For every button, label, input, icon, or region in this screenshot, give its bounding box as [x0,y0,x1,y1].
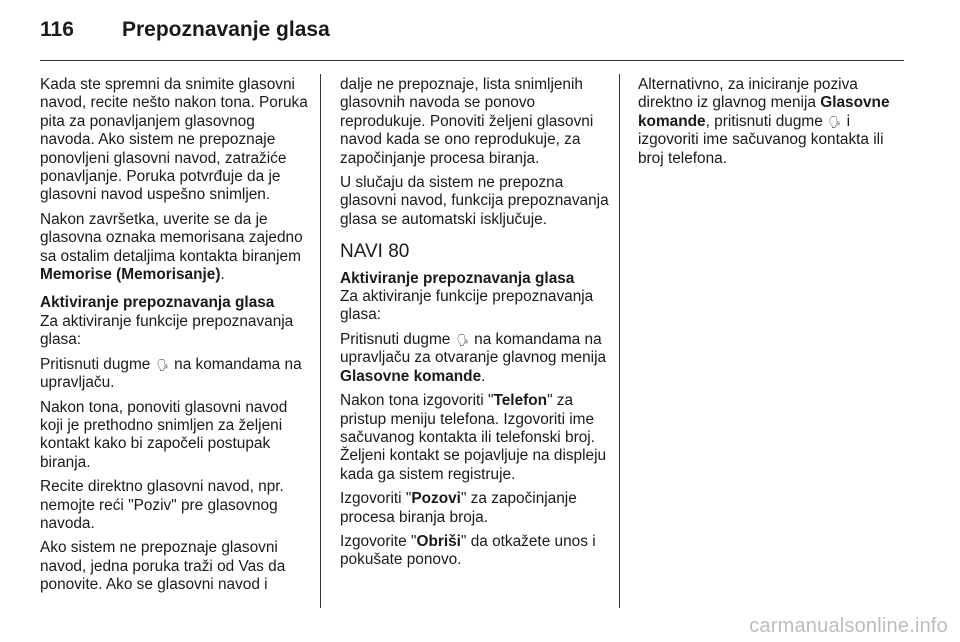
watermark: carmanualsonline.info [749,615,948,637]
paragraph: Nakon tona, ponoviti glasovni navod koji je prethodno snimljen za željeni kontakt kako bi započeli postupak biranja. [40,398,288,471]
page-header [40,18,330,48]
paragraph: Kada ste spremni da snimite glasovni navod, recite nešto nakon tona. Poruka pita za ponavljanjem glasovnog navoda. Ako sistem ne prepoznaje ponovljeni glasovni navod, zatražiće ponavljanje. Poruka potvrđuje da je glasovni navod uspešno snimljen. [40,76,308,204]
column-1 [40,76,308,601]
text: Nakon završetka, uverite se da je glasovna oznaka memorisana zajedno sa ostalim detaljima kontakta biranjem [40,210,303,265]
subheading: Aktiviranje prepoznavanja glasa [40,294,275,312]
voice-command-icon: 🗣︎ [456,332,469,347]
paragraph: dalje ne prepoznaje, lista snimljenih glasovnih navoda se ponovo reprodukuje. Ponoviti željeni glasovni navod kada se ono reprodukuje, za započinjanje procesa biranja. [340,76,594,167]
text: i izgovoriti ime sačuvanog kontakta ili broj telefona. [638,112,884,167]
text: " da otkažete unos i pokušate ponovo. [340,532,596,569]
paragraph [40,211,308,285]
subheading: Aktiviranje prepoznavanja glasa [340,269,575,287]
paragraph: Recite direktno glasovni navod, npr. nemojte reći "Poziv" pre glasovnog navoda. [40,478,284,532]
voice-command-icon: 🗣︎ [156,357,169,372]
paragraph [340,331,610,386]
text: Pritisnuti dugme [340,330,455,348]
column-divider-2 [619,74,620,608]
paragraph [340,392,610,484]
column-divider-1 [320,74,321,608]
text: na komandama na upravljaču za otvaranje glavnog menija [340,330,607,367]
paragraph [40,356,308,393]
section-heading: NAVI 80 [340,241,410,263]
paragraph: Za aktiviranje funkcije prepoznavanja glasa: [40,312,294,349]
text: Izgovoriti " [340,490,412,508]
text: Nakon tona izgovoriti " [340,392,494,410]
text: " za započinjanje procesa biranja broja. [340,490,577,526]
voice-command-icon: 🗣︎ [828,114,841,129]
column-3 [638,76,900,174]
text: . [220,266,225,284]
menu-option-label: Memorise (Memorisanje) [40,266,221,284]
paragraph: Ako sistem ne prepoznaje glasovni navod, jedna poruka traži od Vas da ponovite. Ako se glasovni navod i [40,539,286,594]
paragraph: U slučaju da sistem ne prepozna glasovni navod, funkcija prepoznavanja glasa se automatski isključuje. [340,174,609,228]
column-2 [340,76,610,576]
paragraph: Za aktiviranje funkcije prepoznavanja glasa: [340,288,594,324]
paragraph [340,533,610,570]
menu-option-label: Glasovne komande [638,94,890,130]
text: Pritisnuti dugme [40,355,155,373]
page-number: 116 [40,18,74,41]
menu-option-label: Glasovne komande [340,367,482,385]
page-title: Prepoznavanje glasa [122,18,330,41]
text: , pritisnuti dugme [705,112,828,130]
text: na komandama na upravljaču. [40,355,302,392]
command-label: Obriši [416,532,461,550]
text: " za pristup meniju telefona. Izgovoriti ime sačuvanog kontakta ili telefonski broj. Željeni kontakt se pojavljuje na displeju kada ga sistem registruje. [340,392,607,483]
text: . [481,367,486,385]
header-divider [40,60,904,61]
text: Alternativno, za iniciranje poziva direktno iz glavnog menija [638,76,858,112]
command-label: Pozovi [411,490,461,508]
command-label: Telefon [493,392,548,410]
paragraph [340,490,610,527]
text: Izgovorite " [340,532,417,550]
paragraph [638,76,900,168]
